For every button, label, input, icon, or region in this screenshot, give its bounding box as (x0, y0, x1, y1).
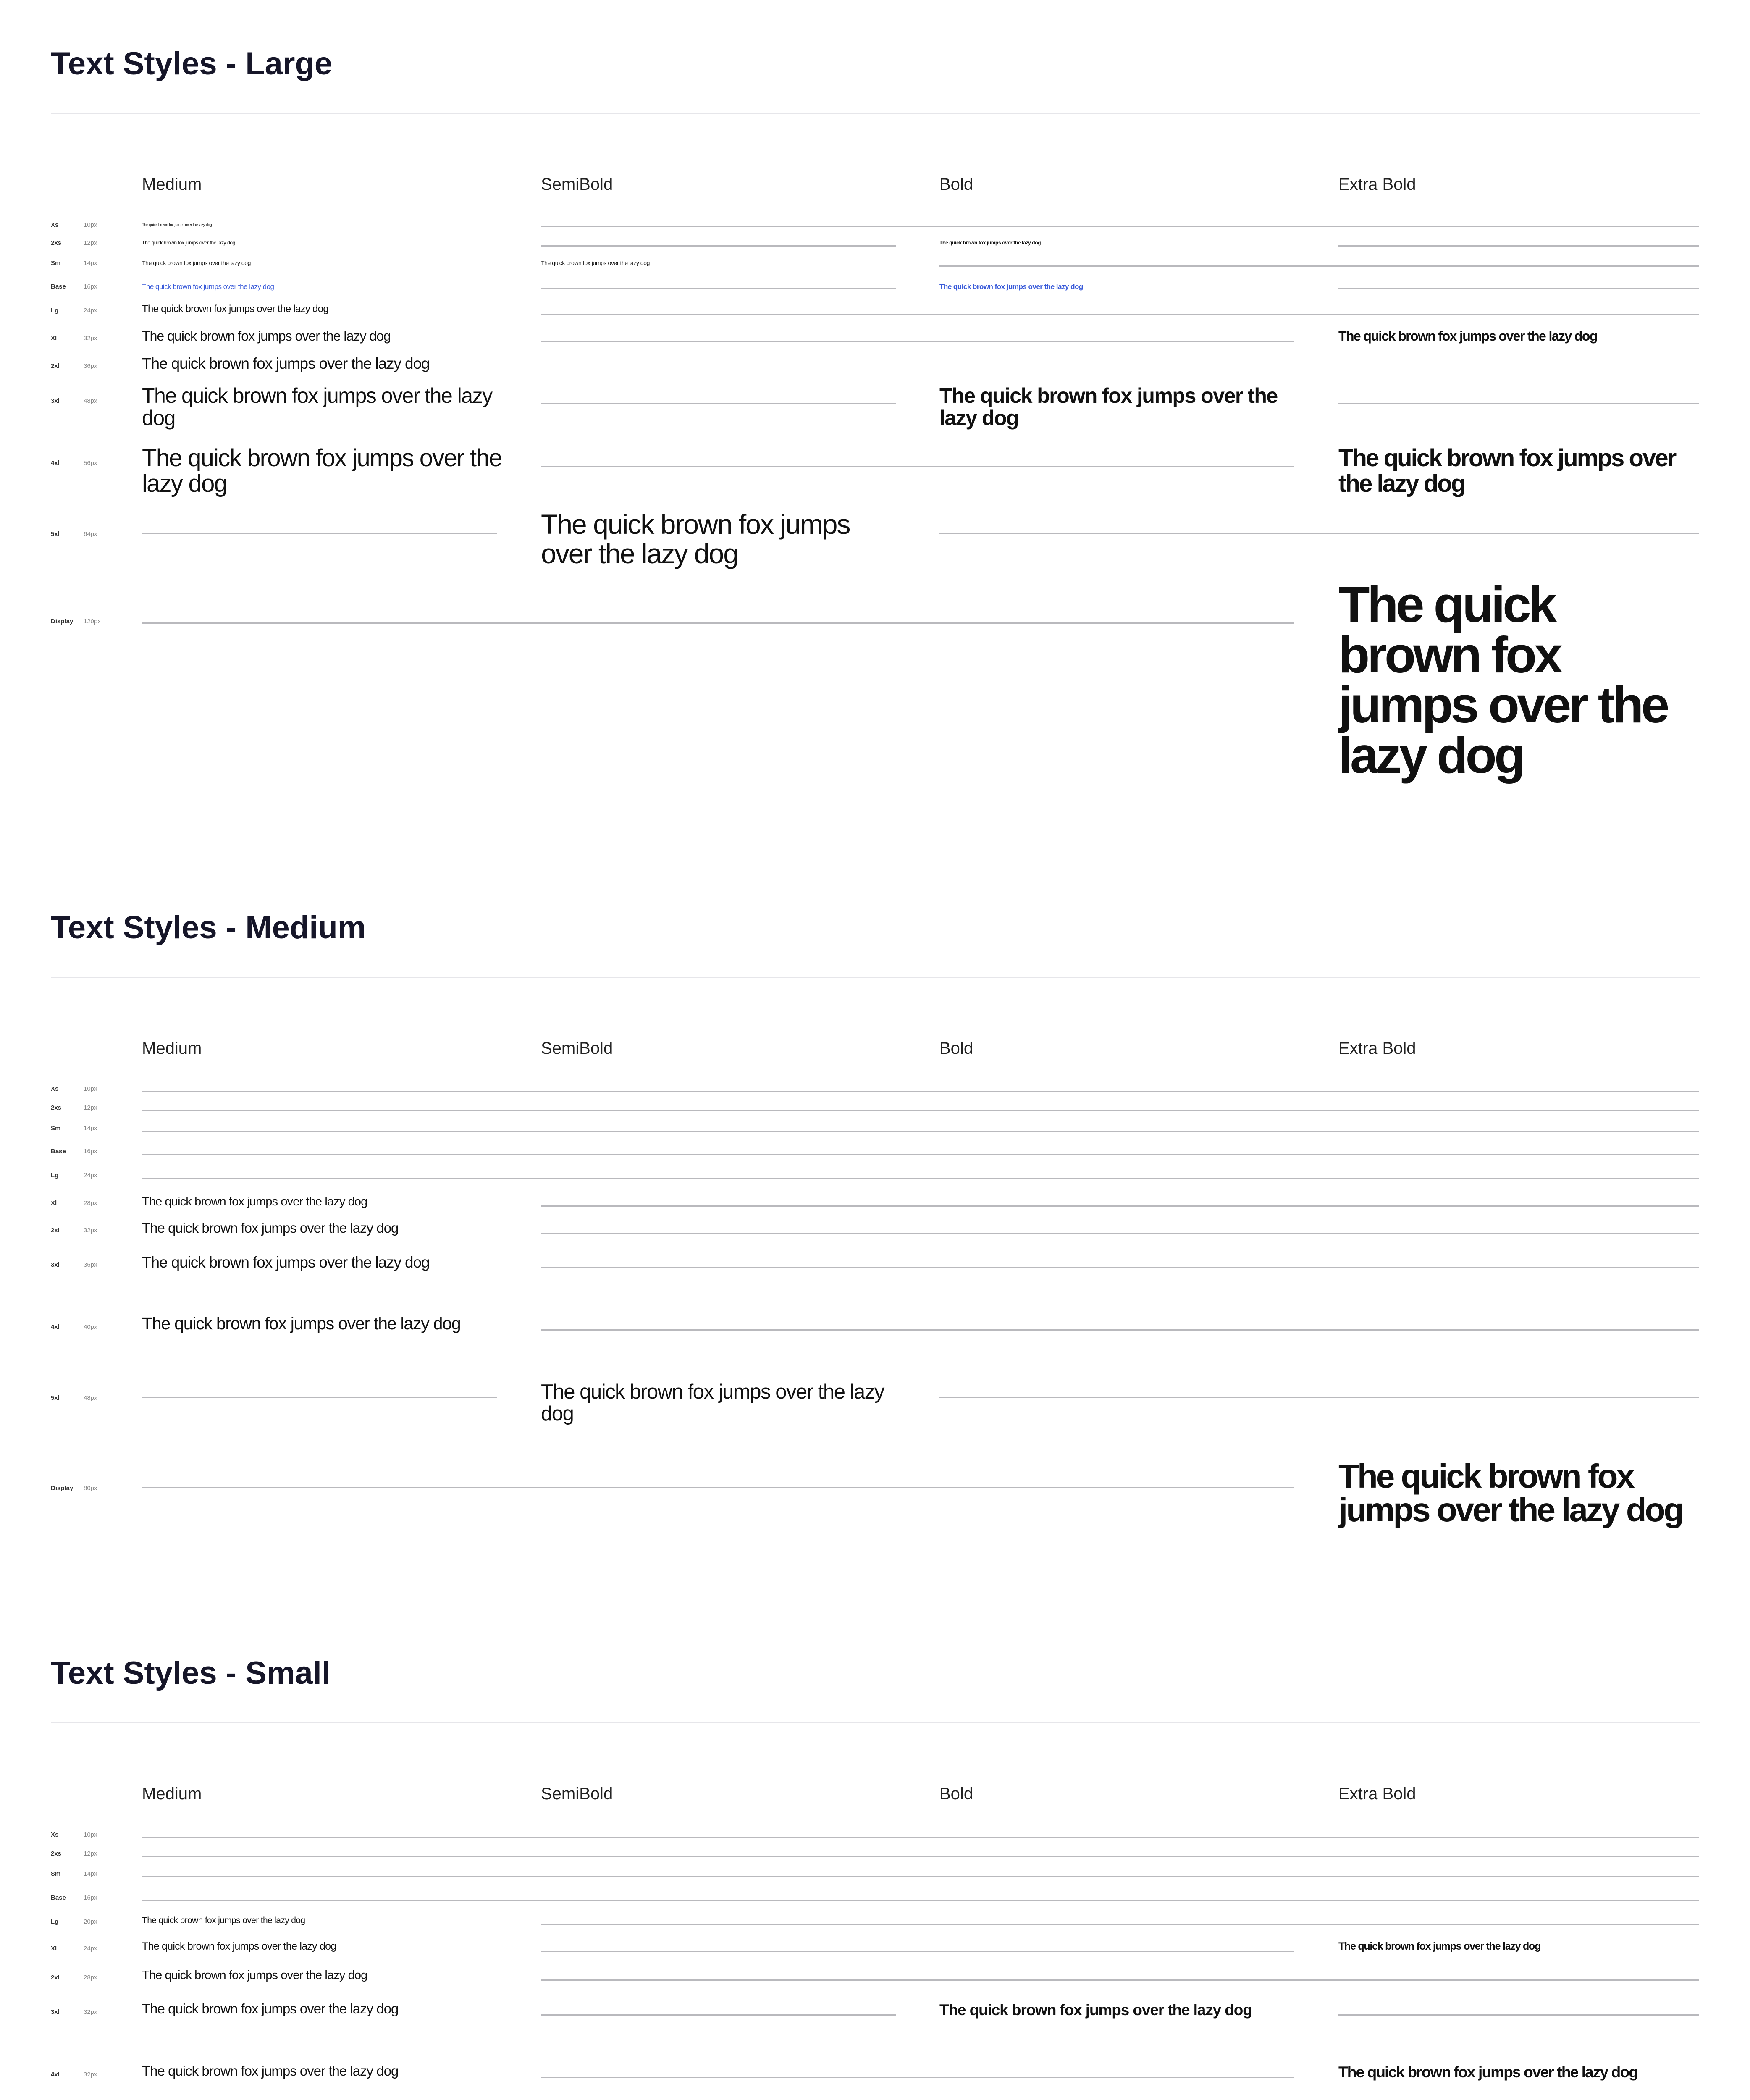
row-label: Xs (51, 221, 59, 228)
empty-style-rule (541, 341, 1294, 342)
text-sample: The quick brown fox jumps over the lazy dog (1338, 444, 1676, 498)
row-size: 16px (84, 1894, 97, 1901)
row-label: Xl (51, 1200, 57, 1207)
text-sample: The quick brown fox jumps over the lazy dog (142, 1195, 367, 1208)
row-size: 36px (84, 1261, 97, 1268)
row-size: 12px (84, 239, 97, 247)
column-header-extra-bold: Extra Bold (1338, 1785, 1416, 1803)
column-header-semibold: SemiBold (541, 1785, 613, 1803)
empty-style-rule (541, 1329, 1699, 1331)
row-size: 14px (84, 1125, 97, 1132)
row-size: 12px (84, 1850, 97, 1857)
empty-style-rule (142, 533, 497, 534)
row-size: 24px (84, 307, 97, 314)
empty-style-rule (541, 1924, 1699, 1925)
empty-style-rule (142, 1091, 1699, 1092)
row-label: Lg (51, 1172, 59, 1179)
text-sample: The quick brown fox jumps over the lazy dog (142, 355, 430, 372)
empty-style-rule (541, 1233, 1699, 1234)
row-size: 48px (84, 1394, 97, 1402)
section-title-medium: Text Styles - Medium (51, 910, 366, 945)
text-sample: The quick brown fox jumps over the lazy dog (142, 2063, 399, 2079)
row-label: 2xs (51, 1104, 62, 1111)
text-sample: The quick brown fox jumps over the lazy dog (142, 1314, 461, 1333)
section-title-large: Text Styles - Large (51, 46, 333, 81)
row-label: Base (51, 283, 66, 290)
empty-style-rule (142, 1397, 497, 1398)
row-size: 40px (84, 1323, 97, 1331)
row-label: Display (51, 1485, 73, 1492)
empty-style-rule (142, 1154, 1699, 1155)
row-label: Base (51, 1148, 66, 1155)
row-label: 5xl (51, 1394, 60, 1402)
row-label: Xs (51, 1085, 59, 1092)
empty-style-rule (541, 1951, 1294, 1952)
row-size: 20px (84, 1918, 97, 1925)
row-label: 5xl (51, 530, 60, 538)
row-size: 28px (84, 1974, 97, 1981)
column-header-medium: Medium (142, 175, 202, 194)
row-label: Xl (51, 335, 57, 342)
empty-style-rule (142, 1131, 1699, 1132)
column-header-semibold: SemiBold (541, 175, 613, 194)
column-header-semibold: SemiBold (541, 1039, 613, 1058)
text-sample: The quick brown fox jumps over the lazy dog (142, 1916, 305, 1925)
empty-style-rule (939, 265, 1699, 267)
column-header-extra-bold: Extra Bold (1338, 1039, 1416, 1058)
section-divider (51, 113, 1700, 114)
column-header-extra-bold: Extra Bold (1338, 175, 1416, 194)
column-header-medium: Medium (142, 1785, 202, 1803)
row-label: 2xl (51, 362, 60, 370)
text-sample: The quick brown fox jumps over the lazy dog (142, 1254, 430, 1271)
section-title-small: Text Styles - Small (51, 1655, 331, 1691)
text-sample: The quick brown fox jumps over the lazy dog (142, 303, 328, 315)
empty-style-rule (142, 1900, 1699, 1901)
row-size: 10px (84, 221, 97, 228)
row-label: Base (51, 1894, 66, 1901)
text-sample: The quick brown fox jumps over the lazy dog (142, 328, 391, 344)
row-size: 12px (84, 1104, 97, 1111)
text-sample: The quick brown fox jumps over the lazy dog (142, 260, 251, 266)
empty-style-rule (142, 1856, 1699, 1857)
row-size: 14px (84, 1870, 97, 1877)
row-label: Sm (51, 1125, 61, 1132)
text-sample: The quick brown fox jumps over the lazy dog (1338, 1940, 1541, 1952)
row-size: 16px (84, 1148, 97, 1155)
row-size: 10px (84, 1831, 97, 1838)
row-size: 16px (84, 283, 97, 290)
row-label: 2xs (51, 239, 62, 247)
row-size: 120px (84, 618, 101, 625)
row-label: Xs (51, 1831, 59, 1838)
row-size: 32px (84, 1227, 97, 1234)
empty-style-rule (541, 288, 896, 289)
row-size: 80px (84, 1485, 97, 1492)
row-label: Lg (51, 307, 59, 314)
row-label: Display (51, 618, 73, 625)
row-label: 2xl (51, 1974, 60, 1981)
row-label: 2xl (51, 1227, 60, 1234)
text-sample: The quick brown fox jumps over the lazy dog (541, 1381, 884, 1425)
text-sample: The quick brown fox jumps over the lazy dog (142, 1220, 399, 1236)
empty-style-rule (142, 1876, 1699, 1877)
text-sample: The quick brown fox jumps over the lazy dog (1338, 1457, 1683, 1528)
row-label: 4xl (51, 2071, 60, 2078)
text-sample: The quick brown fox jumps over the lazy dog (1338, 2063, 1637, 2081)
row-label: 3xl (51, 2008, 60, 2016)
row-size: 24px (84, 1172, 97, 1179)
link-text-sample[interactable]: The quick brown fox jumps over the lazy dog (142, 283, 274, 291)
text-sample: The quick brown fox jumps over the lazy dog (142, 384, 492, 430)
empty-style-rule (541, 1205, 1699, 1207)
row-size: 32px (84, 2008, 97, 2016)
text-sample: The quick brown fox jumps over the lazy dog (939, 2001, 1252, 2019)
row-label: Xl (51, 1945, 57, 1952)
row-size: 14px (84, 260, 97, 267)
text-sample: The quick brown fox jumps over the lazy dog (142, 240, 235, 246)
row-size: 56px (84, 459, 97, 467)
column-header-bold: Bold (939, 1039, 973, 1058)
empty-style-rule (541, 245, 896, 247)
text-sample: The quick brown fox jumps over the lazy dog (1338, 328, 1597, 344)
empty-style-rule (939, 1397, 1699, 1398)
row-size: 32px (84, 335, 97, 342)
row-size: 24px (84, 1945, 97, 1952)
link-text-sample[interactable]: The quick brown fox jumps over the lazy dog (939, 283, 1083, 291)
empty-style-rule (541, 1979, 1699, 1981)
row-size: 48px (84, 397, 97, 404)
row-size: 10px (84, 1085, 97, 1092)
empty-style-rule (541, 1267, 1699, 1268)
section-divider (51, 1722, 1700, 1723)
row-label: 2xs (51, 1850, 62, 1857)
empty-style-rule (541, 2077, 1294, 2078)
empty-style-rule (142, 1178, 1699, 1179)
row-label: 4xl (51, 1323, 60, 1331)
row-label: Sm (51, 260, 61, 267)
empty-style-rule (142, 1110, 1699, 1111)
column-header-medium: Medium (142, 1039, 202, 1058)
column-header-bold: Bold (939, 1785, 973, 1803)
text-sample: The quick brown fox jumps over the lazy dog (142, 1969, 367, 1982)
row-size: 64px (84, 530, 97, 538)
section-divider (51, 976, 1700, 978)
empty-style-rule (1338, 403, 1699, 404)
text-sample: The quick brown fox jumps over the lazy dog (939, 384, 1278, 430)
text-sample: The quick brown fox jumps over the lazy dog (939, 240, 1041, 246)
empty-style-rule (1338, 2014, 1699, 2016)
row-label: 3xl (51, 1261, 60, 1268)
text-sample: The quick brown fox jumps over the lazy dog (142, 223, 212, 227)
text-sample: The quick brown fox jumps over the lazy dog (1338, 576, 1667, 784)
empty-style-rule (541, 403, 896, 404)
row-label: 3xl (51, 397, 60, 404)
row-size: 28px (84, 1200, 97, 1207)
empty-style-rule (142, 1487, 1294, 1488)
empty-style-rule (1338, 245, 1699, 247)
text-sample: The quick brown fox jumps over the lazy dog (541, 260, 650, 266)
row-size: 32px (84, 2071, 97, 2078)
text-sample: The quick brown fox jumps over the lazy dog (142, 444, 502, 498)
row-size: 36px (84, 362, 97, 370)
row-label: Lg (51, 1918, 59, 1925)
row-label: 4xl (51, 459, 60, 467)
text-sample: The quick brown fox jumps over the lazy dog (142, 1940, 336, 1952)
empty-style-rule (541, 466, 1294, 467)
row-label: Sm (51, 1870, 61, 1877)
empty-style-rule (142, 1837, 1699, 1838)
empty-style-rule (1338, 288, 1699, 289)
column-header-bold: Bold (939, 175, 973, 194)
empty-style-rule (541, 226, 1699, 227)
empty-style-rule (541, 2014, 896, 2016)
empty-style-rule (939, 533, 1699, 534)
text-sample: The quick brown fox jumps over the lazy dog (541, 509, 850, 569)
text-sample: The quick brown fox jumps over the lazy dog (142, 2001, 399, 2016)
empty-style-rule (142, 622, 1294, 624)
empty-style-rule (541, 314, 1699, 315)
